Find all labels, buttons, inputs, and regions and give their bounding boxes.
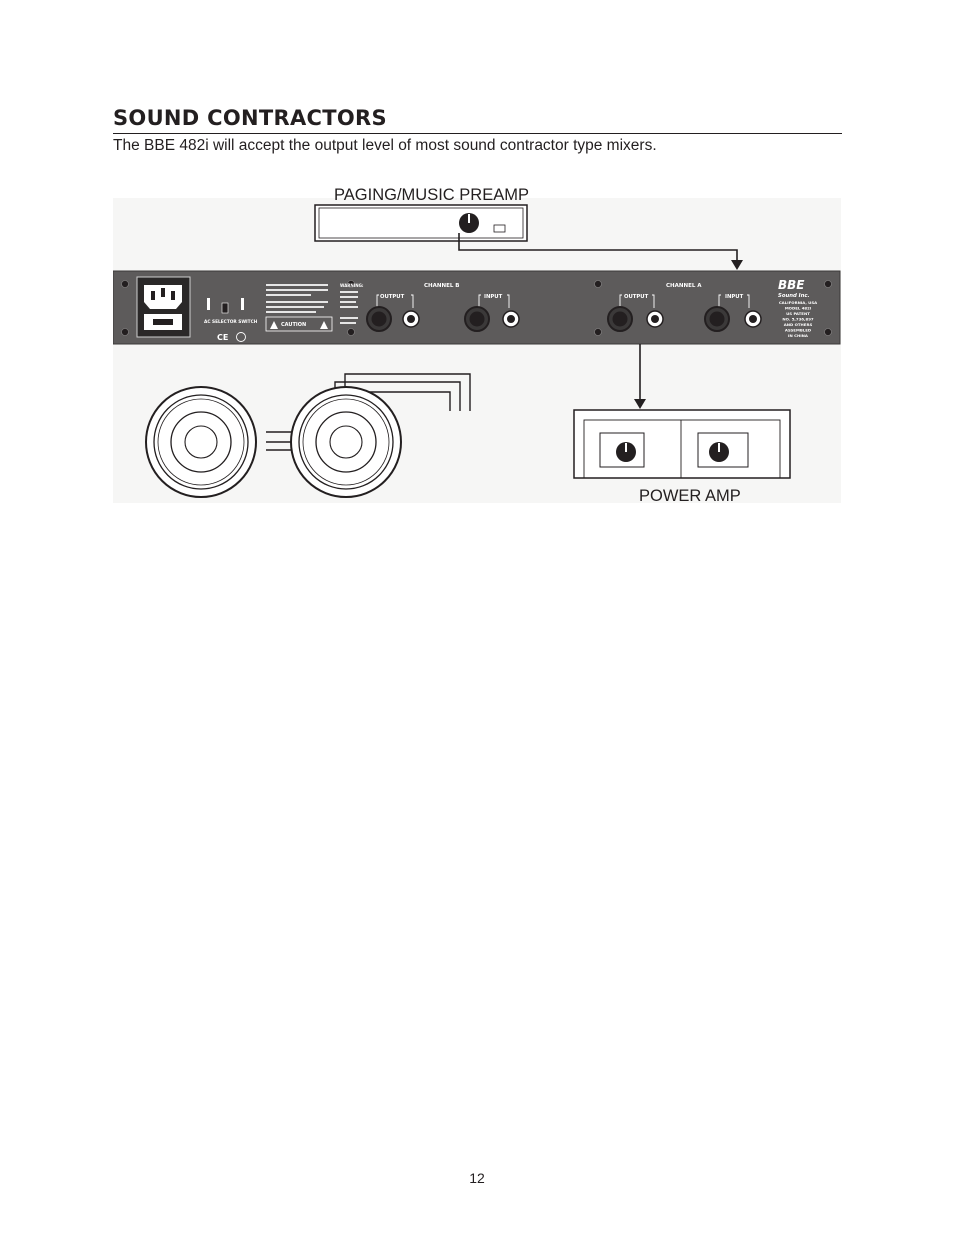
screw-icon [825, 281, 832, 288]
bbe-logo: BBE [778, 278, 805, 292]
panel-info-line: CALIFORNIA, USA [778, 300, 818, 305]
warning-label: WARNING: [340, 283, 364, 288]
power-socket-icon [137, 277, 190, 337]
panel-info-line: ASSEMBLED [784, 327, 812, 333]
preamp-unit [315, 205, 527, 241]
title-rule [113, 133, 842, 134]
channel-a-output-jack [608, 307, 632, 331]
channel-b-label: CHANNEL B [424, 283, 460, 289]
svg-text:CAUTION: CAUTION [281, 322, 307, 328]
section-title: SOUND CONTRACTORS [113, 106, 387, 130]
bbe-logo-sub: Sound Inc. [778, 293, 810, 299]
channel-a-output-label: OUTPUT [624, 294, 649, 300]
screw-icon [595, 329, 602, 336]
screw-icon [122, 329, 129, 336]
connection-diagram [113, 180, 843, 510]
svg-text:AC SELECTOR SWITCH: AC SELECTOR SWITCH [204, 320, 258, 325]
power-amp-label: POWER AMP [639, 487, 741, 505]
ce-mark: CE [217, 333, 229, 342]
screw-icon [825, 329, 832, 336]
channel-b-output-rca [403, 311, 419, 327]
panel-info-line: IN CHINA [788, 333, 808, 338]
panel-info-line: AND OTHERS [783, 322, 813, 327]
panel-info-line: US PATENT [786, 311, 810, 316]
screw-icon [595, 281, 602, 288]
page-number: 12 [469, 1170, 485, 1186]
rear-panel [113, 271, 840, 344]
channel-b-input-label: INPUT [484, 294, 503, 300]
channel-a-input-label: INPUT [725, 294, 744, 300]
channel-b-input-rca [503, 311, 519, 327]
speaker-right [291, 387, 401, 497]
channel-a-output-rca [647, 311, 663, 327]
preamp-label: PAGING/MUSIC PREAMP [334, 186, 529, 204]
channel-a-label: CHANNEL A [666, 283, 702, 289]
speaker-left [146, 387, 256, 497]
channel-b-input-jack [465, 307, 489, 331]
channel-a-input-rca [745, 311, 761, 327]
power-amp-unit [574, 410, 790, 478]
channel-b-output-label: OUTPUT [380, 294, 405, 300]
panel-info-line: MODEL 482i [784, 305, 812, 311]
preamp-switch [494, 225, 505, 232]
panel-info-line: NO. 5,736,897 [782, 316, 814, 322]
intro-text: The BBE 482i will accept the output level of most sound contractor type mixers. [113, 137, 657, 154]
screw-icon [348, 329, 355, 336]
channel-a-input-jack [705, 307, 729, 331]
channel-b-output-jack [367, 307, 391, 331]
screw-icon [122, 281, 129, 288]
